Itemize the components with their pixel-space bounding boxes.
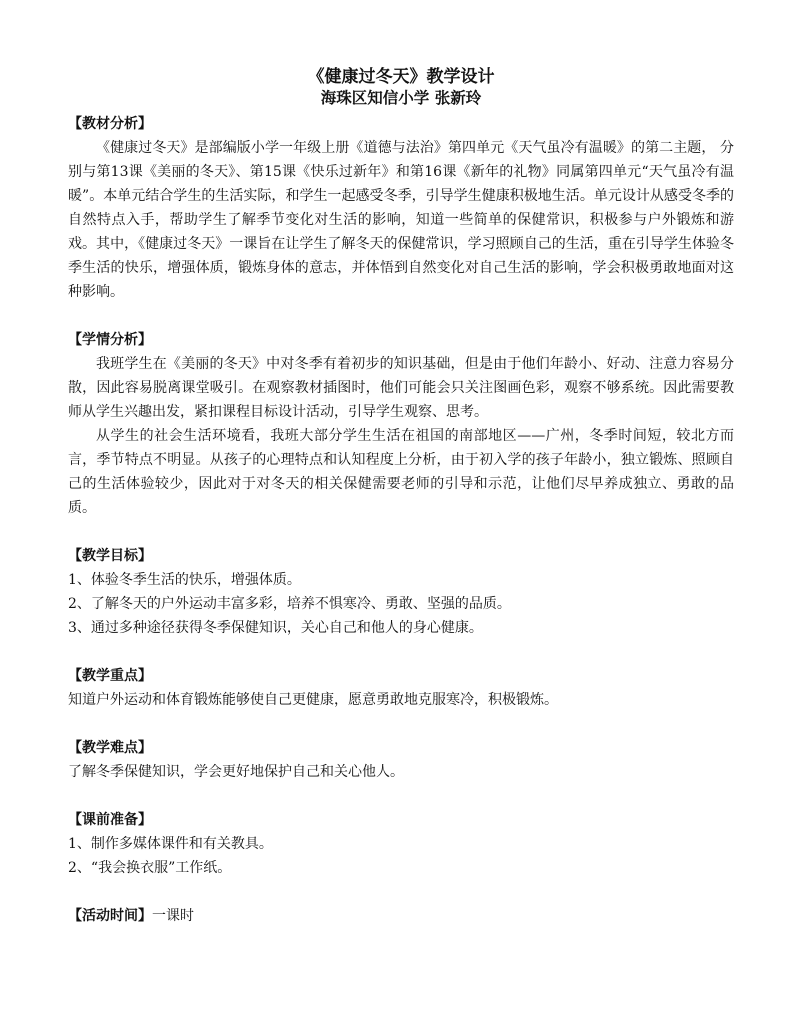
students-paragraph-2: 从学生的社会生活环境看，我班大部分学生生活在祖国的南部地区——广州，冬季时间短，较北方而言，季节特点不明显。从孩子的心理特点和认知程度上分析，由于初入学的孩子年龄小，独立锻炼、照顾自己的生活体验较少，因此对于对冬天的相关保健需要老师的引导和示范，让他们尽早养成独立、勇敢的品质。 xyxy=(68,428,734,516)
goal-item-2: 2、了解冬天的户外运动丰富多彩，培养不惧寒冷、勇敢、坚强的品质。 xyxy=(68,596,511,612)
document-page xyxy=(68,66,734,928)
section-spacer xyxy=(68,304,734,328)
key-points-text: 知道户外运动和体育锻炼能够使自己更健康，愿意勇敢地克服寒冷，积极锻炼。 xyxy=(68,692,558,708)
heading-student-analysis: 【学情分析】 xyxy=(68,332,152,348)
preparation-item-2: 2、“我会换衣服”工作纸。 xyxy=(68,860,232,876)
document-title: 《健康过冬天》教学设计 xyxy=(307,67,495,87)
section-spacer xyxy=(68,880,734,904)
section-spacer xyxy=(68,784,734,808)
activity-time-row xyxy=(68,904,734,928)
heading-difficulties: 【教学难点】 xyxy=(68,740,152,756)
heading-textbook-analysis: 【教材分析】 xyxy=(68,116,152,132)
document-author: 海珠区知信小学 张新玲 xyxy=(320,88,482,107)
difficulties-text: 了解冬季保健知识，学会更好地保护自己和关心他人。 xyxy=(68,764,404,780)
section-spacer xyxy=(68,640,734,664)
goal-item-3: 3、通过多种途径获得冬季保健知识，关心自己和他人的身心健康。 xyxy=(68,620,483,636)
heading-preparation: 【课前准备】 xyxy=(68,812,152,828)
section-spacer xyxy=(68,520,734,544)
preparation-item-1: 1、制作多媒体课件和有关教具。 xyxy=(68,836,273,852)
textbook-paragraph: 《健康过冬天》是部编版小学一年级上册《道德与法治》第四单元《天气虽冷有温暖》的第二主题， 分别与第13课《美丽的冬天》、第15课《快乐过新年》和第16课《新年的礼物》同属第四单元“天气虽冷有温暖”。本单元结合学生的生活实际，和学生一起感受冬季，引导学生健康积极地生活。单元设计从感受冬季的自然特点入手，帮助学生了解季节变化对生活的影响，知道一些简单的保健常识，积极参与户外锻炼和游戏。其中，《健康过冬天》一课旨在让学生了解冬天的保健常识，学习照顾自己的生活，重在引导学生体验冬季生活的快乐，增强体质，锻炼身体的意志，并体悟到自然变化对自己生活的影响，学会积极勇敢地面对这种影响。 xyxy=(68,140,734,300)
activity-time-value: 一课时 xyxy=(152,908,194,924)
students-paragraph-1: 我班学生在《美丽的冬天》中对冬季有着初步的知识基础，但是由于他们年龄小、好动、注意力容易分散，因此容易脱离课堂吸引。在观察教材插图时，他们可能会只关注图画色彩，观察不够系统。因此需要教师从学生兴趣出发，紧扣课程目标设计活动，引导学生观察、思考。 xyxy=(68,356,734,420)
heading-key-points: 【教学重点】 xyxy=(68,668,152,684)
heading-teaching-goals: 【教学目标】 xyxy=(68,548,152,564)
goal-item-1: 1、体验冬季生活的快乐，增强体质。 xyxy=(68,572,301,588)
section-spacer xyxy=(68,712,734,736)
heading-activity-time: 【活动时间】 xyxy=(68,908,152,924)
